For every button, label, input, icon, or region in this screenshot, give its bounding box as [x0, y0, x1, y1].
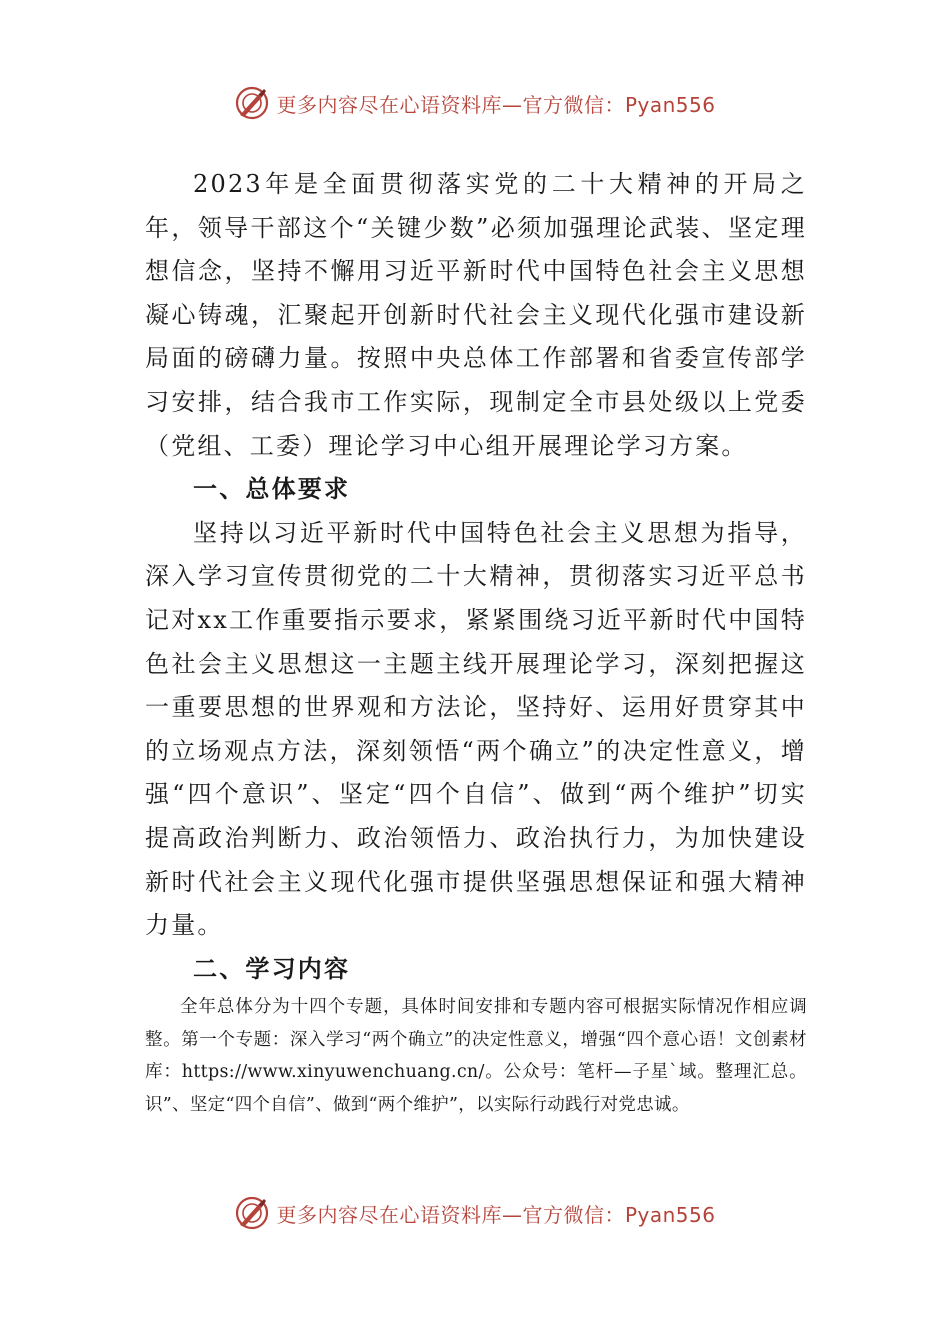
banner-text: 更多内容尽在心语资料库—官方微信：Pyan556 [276, 1202, 716, 1227]
section-heading-1: 一、总体要求 [193, 475, 351, 504]
section-1-paragraph: 坚持以习近平新时代中国特色社会主义思想为指导，深入学习宣传贯彻党的二十大精神，贯彻落实习近平总书记对xx工作重要指示要求，紧紧围绕习近平新时代中国特色社会主义思想这一主题主线开展理论学习，深刻把握这一重要思想的世界观和方法论，坚持好、运用好贯穿其中的立场观点方法，深刻领悟“两个确立”的决定性意义，增强“四个意识”、坚定“四个自信”、做到“两个维护”切实提高政治判断力、政治领悟力、政治执行力，为加快建设新时代社会主义现代化强市提供坚强思想保证和强大精神力量。 [145, 518, 807, 940]
document-body [145, 163, 807, 1121]
pen-nib-logo-icon [234, 85, 270, 121]
intro-paragraph: 2023年是全面贯彻落实党的二十大精神的开局之年，领导干部这个“关键少数”必须加强理论武装、坚定理想信念，坚持不懈用习近平新时代中国特色社会主义思想凝心铸魂，汇聚起开创新时代社会主义现代化强市建设新局面的磅礴力量。按照中央总体工作部署和省委宣传部学习安排，结合我市工作实际，现制定全市县处级以上党委（党组、工委）理论学习中心组开展理论学习方案。 [145, 170, 807, 460]
pen-nib-logo-icon [234, 1195, 270, 1231]
section-heading-2: 二、学习内容 [193, 954, 351, 983]
footer-banner [0, 1193, 950, 1233]
section-2-paragraph: 全年总体分为十四个专题，具体时间安排和专题内容可根据实际情况作相应调整。第一个专题：深入学习“两个确立”的决定性意义，增强“四个意心语！文创素材库：https://www.xinyuwenchuang.cn/。公众号：笔杆—子星`域。整理汇总。识”、坚定“四个自信”、做到“两个维护”，以实际行动践行对党忠诚。 [145, 997, 807, 1115]
banner-text: 更多内容尽在心语资料库—官方微信：Pyan556 [276, 92, 716, 117]
header-banner [0, 83, 950, 123]
